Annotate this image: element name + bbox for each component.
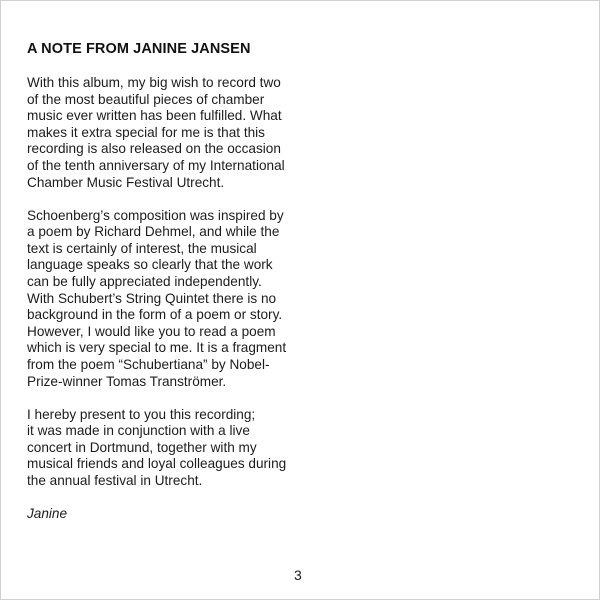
note-content — [27, 41, 317, 521]
text-line: music ever written has been fulfilled. What — [27, 108, 282, 124]
text-line: Prize-winner Tomas Tranströmer. — [27, 373, 227, 389]
paragraph-3 — [27, 407, 317, 490]
text-line: of the most beautiful pieces of chamber — [27, 91, 265, 107]
page-title: A NOTE FROM JANINE JANSEN — [27, 41, 251, 57]
text-line: a poem by Richard Dehmel, and while the — [27, 224, 280, 240]
text-line: which is very special to me. It is a fragment — [27, 340, 287, 356]
text-line: concert in Dortmund, together with my — [27, 439, 257, 455]
text-line: recording is also released on the occasion — [27, 141, 281, 157]
text-line: text is certainly of interest, the musical — [27, 240, 257, 256]
paragraph-2 — [27, 208, 317, 391]
text-line: can be fully appreciated independently. — [27, 274, 262, 290]
text-line: With Schubert’s String Quintet there is no — [27, 290, 277, 306]
text-line: background in the form of a poem or story. — [27, 307, 283, 323]
text-line: the annual festival in Utrecht. — [27, 473, 203, 489]
text-line: musical friends and loyal colleagues during — [27, 456, 287, 472]
text-line: Chamber Music Festival Utrecht. — [27, 174, 225, 190]
text-line: of the tenth anniversary of my International — [27, 157, 285, 173]
page-number: 3 — [294, 567, 302, 583]
text-line: from the poem “Schubertiana” by Nobel- — [27, 357, 270, 372]
signature: Janine — [27, 506, 68, 522]
paragraph-1 — [27, 75, 317, 191]
text-line: However, I would like you to read a poem — [27, 323, 276, 339]
text-line: With this album, my big wish to record two — [27, 75, 281, 90]
text-line: makes it extra special for me is that this — [27, 124, 265, 140]
text-line: Schoenberg’s composition was inspired by — [27, 207, 284, 223]
text-line: it was made in conjunction with a live — [27, 423, 250, 439]
text-line: language speaks so clearly that the work — [27, 257, 273, 273]
text-line: I hereby present to you this recording; — [27, 406, 256, 422]
